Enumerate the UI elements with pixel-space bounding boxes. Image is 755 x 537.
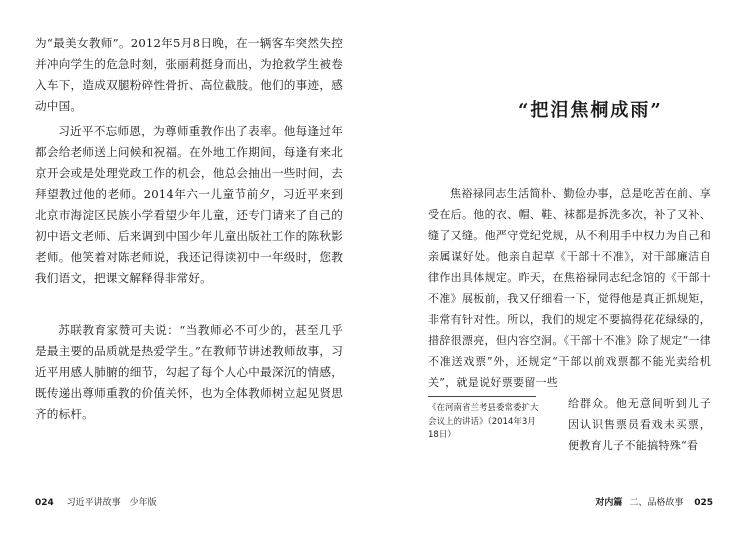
right-footer: [595, 495, 713, 508]
footnote: 《在河南省兰考县委常委扩大会议上的讲话》（2014年3月18日）: [428, 403, 539, 440]
left-footer: [35, 495, 157, 508]
right-paragraph-1-continued: 给群众。他无意间听到儿子因认识售票员看戏未买票，便教育儿子不能搞特殊“看: [568, 397, 711, 452]
left-paragraph-3: 苏联教育家赞可夫说：“当教师必不可少的，甚至几乎是最主要的品质就是热爱学生。”在教师节讲述教师故事，习近平用感人肺腑的细节，勾起了每个人心中最深沉的情感，既传递出尊师重教的价值关怀，也为全体教师树立起见贤思齐的标杆。: [35, 323, 343, 421]
footnote-divider: [428, 396, 536, 397]
page-number: 024: [35, 498, 54, 508]
section-title: “把泪焦桐成雨”: [518, 100, 663, 121]
chapter-label: 二、品格故事: [629, 498, 684, 508]
page-number: 025: [694, 498, 713, 508]
left-paragraph-1: 为“最美女教师”。2012年5月8日晚，在一辆客车突然失控并冲向学生的危急时刻，张丽莉挺身而出，为抢救学生被卷入车下，造成双腿粉碎性骨折、高位截肢。他们的事迹，感动中国。: [35, 36, 343, 113]
right-page: [378, 0, 755, 537]
left-paragraph-2: 习近平不忘师恩，为尊师重教作出了表率。他每逢过年都会给老师送上问候和祝福。在外地工作期间，每逢有来北京开会或是处理党政工作的机会，他总会抽出一些时间，去拜望教过他的老师。2014年六一儿童节前夕，习近平来到北京市海淀区民族小学看望少年儿童，还专门请来了自己的初中语文老师、后来调到中国少年儿童出版社工作的陈秋影老师。他笑着对陈老师说，我还记得读初中一年级时，您教我们语文，把课文解释得非常好。: [35, 124, 343, 285]
right-paragraph-1: 焦裕禄同志生活简朴、勤俭办事，总是吃苦在前、享受在后。他的衣、帽、鞋、袜都是拆洗多次，补了又补、缝了又缝。他严守党纪党规，从不利用手中权力为自己和亲属谋好处。他亲自起草《干部十不准》，对干部廉洁自律作出具体规定。昨天，在焦裕禄同志纪念馆的《干部十不准》展板前，我又仔细看一下，觉得他是真正抓规矩，非常有针对性。所以，我们的规定不要搞得花花绿绿的，措辞很漂亮，但内容空洞。《干部十不准》除了规定“一律不准送戏票”外，还规定“干部以前戏票都不能光卖给机关”，就是说好票要留一些: [428, 187, 711, 389]
part-label: 对内篇: [595, 498, 623, 508]
book-title: 习近平讲故事 少年版: [66, 498, 157, 508]
